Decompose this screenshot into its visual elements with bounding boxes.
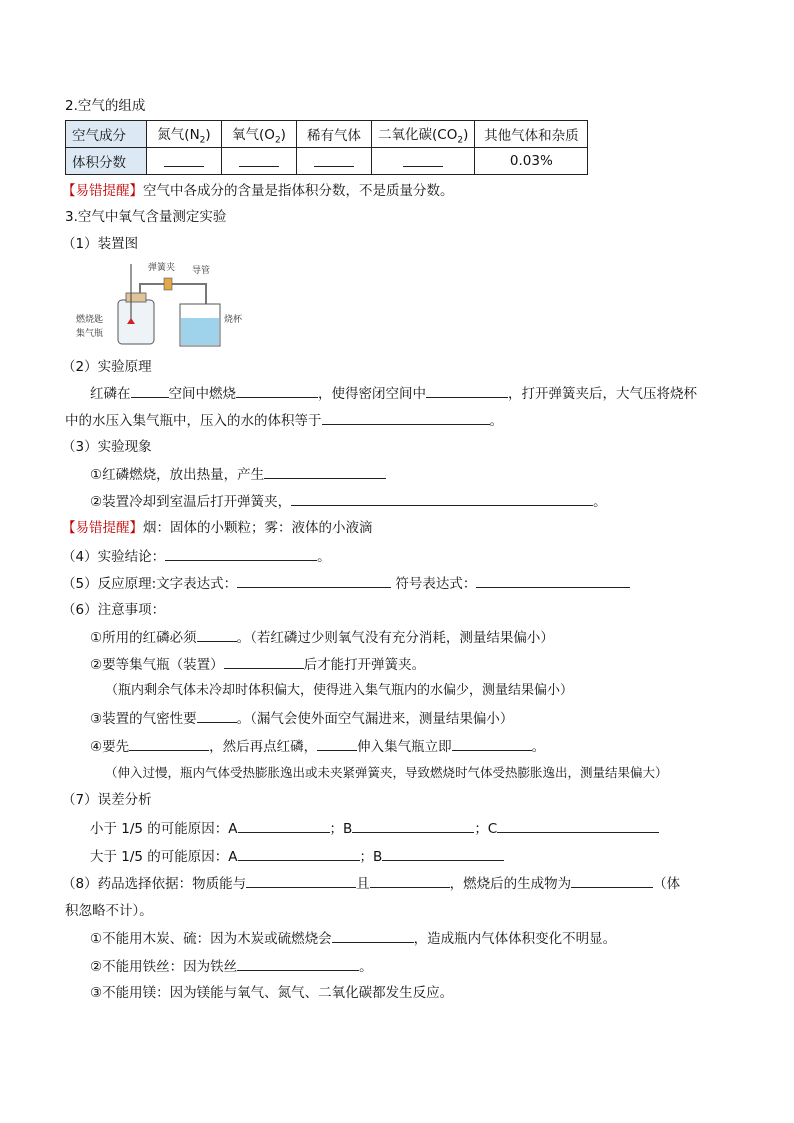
blank-p6-4b[interactable] bbox=[317, 736, 357, 751]
p3-2-end: 。 bbox=[593, 494, 607, 510]
bottle-stopper bbox=[126, 293, 146, 302]
p6-4a: ④要先 bbox=[90, 739, 130, 755]
principle-line-1 bbox=[90, 383, 697, 404]
p2-b: 空间中燃烧 bbox=[168, 386, 236, 402]
co2-subscript: 2 bbox=[457, 135, 464, 146]
blank-greater-a[interactable] bbox=[238, 846, 360, 861]
section-2-title: 2.空气的组成 bbox=[65, 98, 146, 114]
p2-d: ，打开弹簧夹后，大气压将烧杯 bbox=[508, 386, 697, 402]
p6-3b: 。（漏气会使外面空气漏进来，测量结果偏小） bbox=[236, 711, 514, 727]
phenomenon-heading: （3）实验现象 bbox=[62, 439, 152, 455]
p7-2b: ；B bbox=[359, 849, 383, 865]
blank-p8-3[interactable] bbox=[571, 873, 653, 888]
p8-c: ，燃烧后的生成物为 bbox=[449, 876, 572, 892]
apparatus-heading: （1）装置图 bbox=[62, 236, 139, 252]
error-analysis-heading: （7）误差分析 bbox=[62, 792, 152, 808]
tip-tag: 【易错提醒】 bbox=[62, 183, 143, 199]
value-other: 0.03% bbox=[475, 148, 588, 175]
reagent-magnesium: ③不能用镁：因为镁能与氧气、氮气、二氧化碳都发生反应。 bbox=[90, 985, 454, 1001]
co2-close: ) bbox=[463, 126, 469, 143]
p6-4d: 。 bbox=[531, 739, 546, 755]
principle-heading: （2）实验原理 bbox=[62, 359, 152, 375]
reagent-iron bbox=[90, 956, 373, 977]
p6-4c: 伸入集气瓶立即 bbox=[357, 739, 452, 755]
p5-b: 符号表达式： bbox=[391, 576, 477, 592]
precaution-4-note: （伸入过慢，瓶内气体受热膨胀逸出或未夹紧弹簧夹，导致燃烧时气体受热膨胀逸出，测量结果偏大） bbox=[105, 765, 668, 780]
blank-p2-3[interactable] bbox=[426, 383, 508, 398]
p7-1b: ；B bbox=[329, 821, 353, 837]
blank-p8-charcoal[interactable] bbox=[332, 928, 414, 943]
p6-1a: ①所用的红磷必须 bbox=[90, 630, 197, 646]
blank-rare-gas[interactable] bbox=[297, 148, 372, 175]
nitrogen-close: ) bbox=[205, 126, 211, 143]
blank-p6-3[interactable] bbox=[197, 708, 237, 723]
p2-a: 红磷在 bbox=[90, 386, 131, 402]
precaution-2-note: （瓶内剩余气体未冷却时体积偏大，使得进入集气瓶内的水偏少，测量结果偏小） bbox=[105, 683, 574, 698]
precaution-4 bbox=[90, 736, 545, 757]
reagent-charcoal bbox=[90, 928, 616, 949]
blank-p2-2[interactable] bbox=[236, 383, 318, 398]
precaution-3 bbox=[90, 708, 513, 729]
tip-smoke-fog bbox=[62, 518, 373, 538]
p8-2a: ②不能用铁丝：因为铁丝 bbox=[90, 959, 238, 975]
blank-oxygen[interactable] bbox=[222, 148, 297, 175]
label-spoon: 燃烧匙 bbox=[76, 314, 104, 324]
header-component: 空气成分 bbox=[66, 121, 147, 148]
blank-p6-2[interactable] bbox=[224, 654, 304, 669]
header-oxygen bbox=[222, 121, 297, 148]
tip-text: 空气中各成分的含量是指体积分数，不是质量分数。 bbox=[143, 183, 454, 199]
p7-1a: 小于 1/5 的可能原因：A bbox=[90, 821, 238, 837]
p8-2b: 。 bbox=[359, 959, 373, 975]
p6-3a: ③装置的气密性要 bbox=[90, 711, 197, 727]
blank-co2[interactable] bbox=[372, 148, 475, 175]
p5-a: （5）反应原理:文字表达式： bbox=[62, 576, 238, 592]
reaction-line bbox=[62, 573, 630, 594]
oxygen-label: 氧气(O bbox=[232, 126, 275, 143]
p2-f: 。 bbox=[489, 413, 503, 429]
tip2-text: 烟：固体的小颗粒；雾：液体的小液滴 bbox=[143, 520, 373, 536]
oxygen-subscript: 2 bbox=[274, 135, 281, 146]
row-label-volume: 体积分数 bbox=[66, 148, 147, 175]
label-beaker: 烧杯 bbox=[224, 314, 243, 324]
precautions-heading: （6）注意事项： bbox=[62, 602, 166, 618]
p3-1: ①红磷燃烧，放出热量，产生 bbox=[90, 467, 265, 483]
table-header-row bbox=[66, 121, 588, 148]
conclusion-line bbox=[62, 546, 331, 567]
p8-1a: ①不能用木炭、硫：因为木炭或硫燃烧会 bbox=[90, 931, 332, 947]
error-less-than bbox=[90, 818, 659, 839]
header-co2 bbox=[372, 121, 475, 148]
header-other: 其他气体和杂质 bbox=[475, 121, 588, 148]
p8-b: 且 bbox=[356, 876, 370, 892]
p2-e: 中的水压入集气瓶中，压入的水的体积等于 bbox=[65, 413, 322, 429]
principle-line-2 bbox=[65, 410, 503, 431]
oxygen-close: ) bbox=[280, 126, 286, 143]
p4-a: （4）实验结论： bbox=[62, 549, 166, 565]
nitrogen-label: 氮气(N bbox=[157, 126, 200, 143]
blank-p6-4a[interactable] bbox=[129, 736, 209, 751]
p6-2b: 后才能打开弹簧夹。 bbox=[303, 657, 426, 673]
p8-a: （8）药品选择依据：物质能与 bbox=[62, 876, 247, 892]
p8-1b: ，造成瓶内气体体积变化不明显。 bbox=[413, 931, 617, 947]
precaution-2 bbox=[90, 654, 425, 675]
blank-p8-iron[interactable] bbox=[237, 956, 359, 971]
blank-p8-1[interactable] bbox=[246, 873, 356, 888]
spring-clip-shape bbox=[164, 278, 172, 290]
blank-less-b[interactable] bbox=[352, 818, 474, 833]
tip-composition bbox=[62, 181, 454, 201]
blank-p6-4c[interactable] bbox=[452, 736, 532, 751]
blank-less-a[interactable] bbox=[238, 818, 330, 833]
co2-label: 二氧化碳(CO bbox=[378, 126, 458, 143]
nitrogen-subscript: 2 bbox=[199, 135, 206, 146]
p6-2a: ②要等集气瓶（装置） bbox=[90, 657, 224, 673]
reagent-line-1 bbox=[62, 873, 680, 894]
label-tube: 导管 bbox=[192, 265, 211, 275]
table-value-row bbox=[66, 148, 588, 175]
label-bottle: 集气瓶 bbox=[76, 328, 104, 338]
p8-d: （体 bbox=[653, 876, 681, 892]
beaker-water bbox=[181, 318, 219, 345]
air-composition-table bbox=[65, 120, 588, 175]
blank-less-c[interactable] bbox=[497, 818, 659, 833]
error-greater-than bbox=[90, 846, 504, 867]
p6-4b: ，然后再点红磷， bbox=[209, 739, 318, 755]
blank-symbol-equation[interactable] bbox=[476, 573, 630, 588]
blank-p3-2[interactable] bbox=[291, 491, 593, 506]
blank-greater-b[interactable] bbox=[382, 846, 504, 861]
blank-p2-1[interactable] bbox=[131, 383, 169, 398]
section-3-title: 3.空气中氧气含量测定实验 bbox=[65, 209, 227, 225]
reagent-line-2: 积忽略不计）。 bbox=[65, 903, 153, 919]
gas-bottle-shape bbox=[118, 300, 154, 344]
label-clip: 弹簧夹 bbox=[148, 262, 176, 272]
phenomenon-1 bbox=[90, 464, 386, 485]
header-rare-gas: 稀有气体 bbox=[297, 121, 372, 148]
phenomenon-2 bbox=[90, 491, 607, 512]
p7-2a: 大于 1/5 的可能原因：A bbox=[90, 849, 238, 865]
blank-p8-2[interactable] bbox=[370, 873, 450, 888]
header-nitrogen bbox=[147, 121, 222, 148]
blank-conclusion[interactable] bbox=[165, 546, 317, 561]
blank-p6-1[interactable] bbox=[197, 627, 237, 642]
blank-word-equation[interactable] bbox=[237, 573, 391, 588]
p7-1c: ；C bbox=[474, 821, 498, 837]
p3-2: ②装置冷却到室温后打开弹簧夹， bbox=[90, 494, 292, 510]
blank-p3-1[interactable] bbox=[264, 464, 386, 479]
p2-c: ，使得密闭空间中 bbox=[318, 386, 426, 402]
tip2-tag: 【易错提醒】 bbox=[62, 520, 143, 536]
blank-nitrogen[interactable] bbox=[147, 148, 222, 175]
blank-p2-4[interactable] bbox=[322, 410, 490, 425]
precaution-1 bbox=[90, 627, 554, 648]
apparatus-diagram bbox=[76, 260, 256, 348]
p6-1b: 。（若红磷过少则氧气没有充分消耗，测量结果偏小） bbox=[236, 630, 554, 646]
p4-b: 。 bbox=[317, 549, 331, 565]
